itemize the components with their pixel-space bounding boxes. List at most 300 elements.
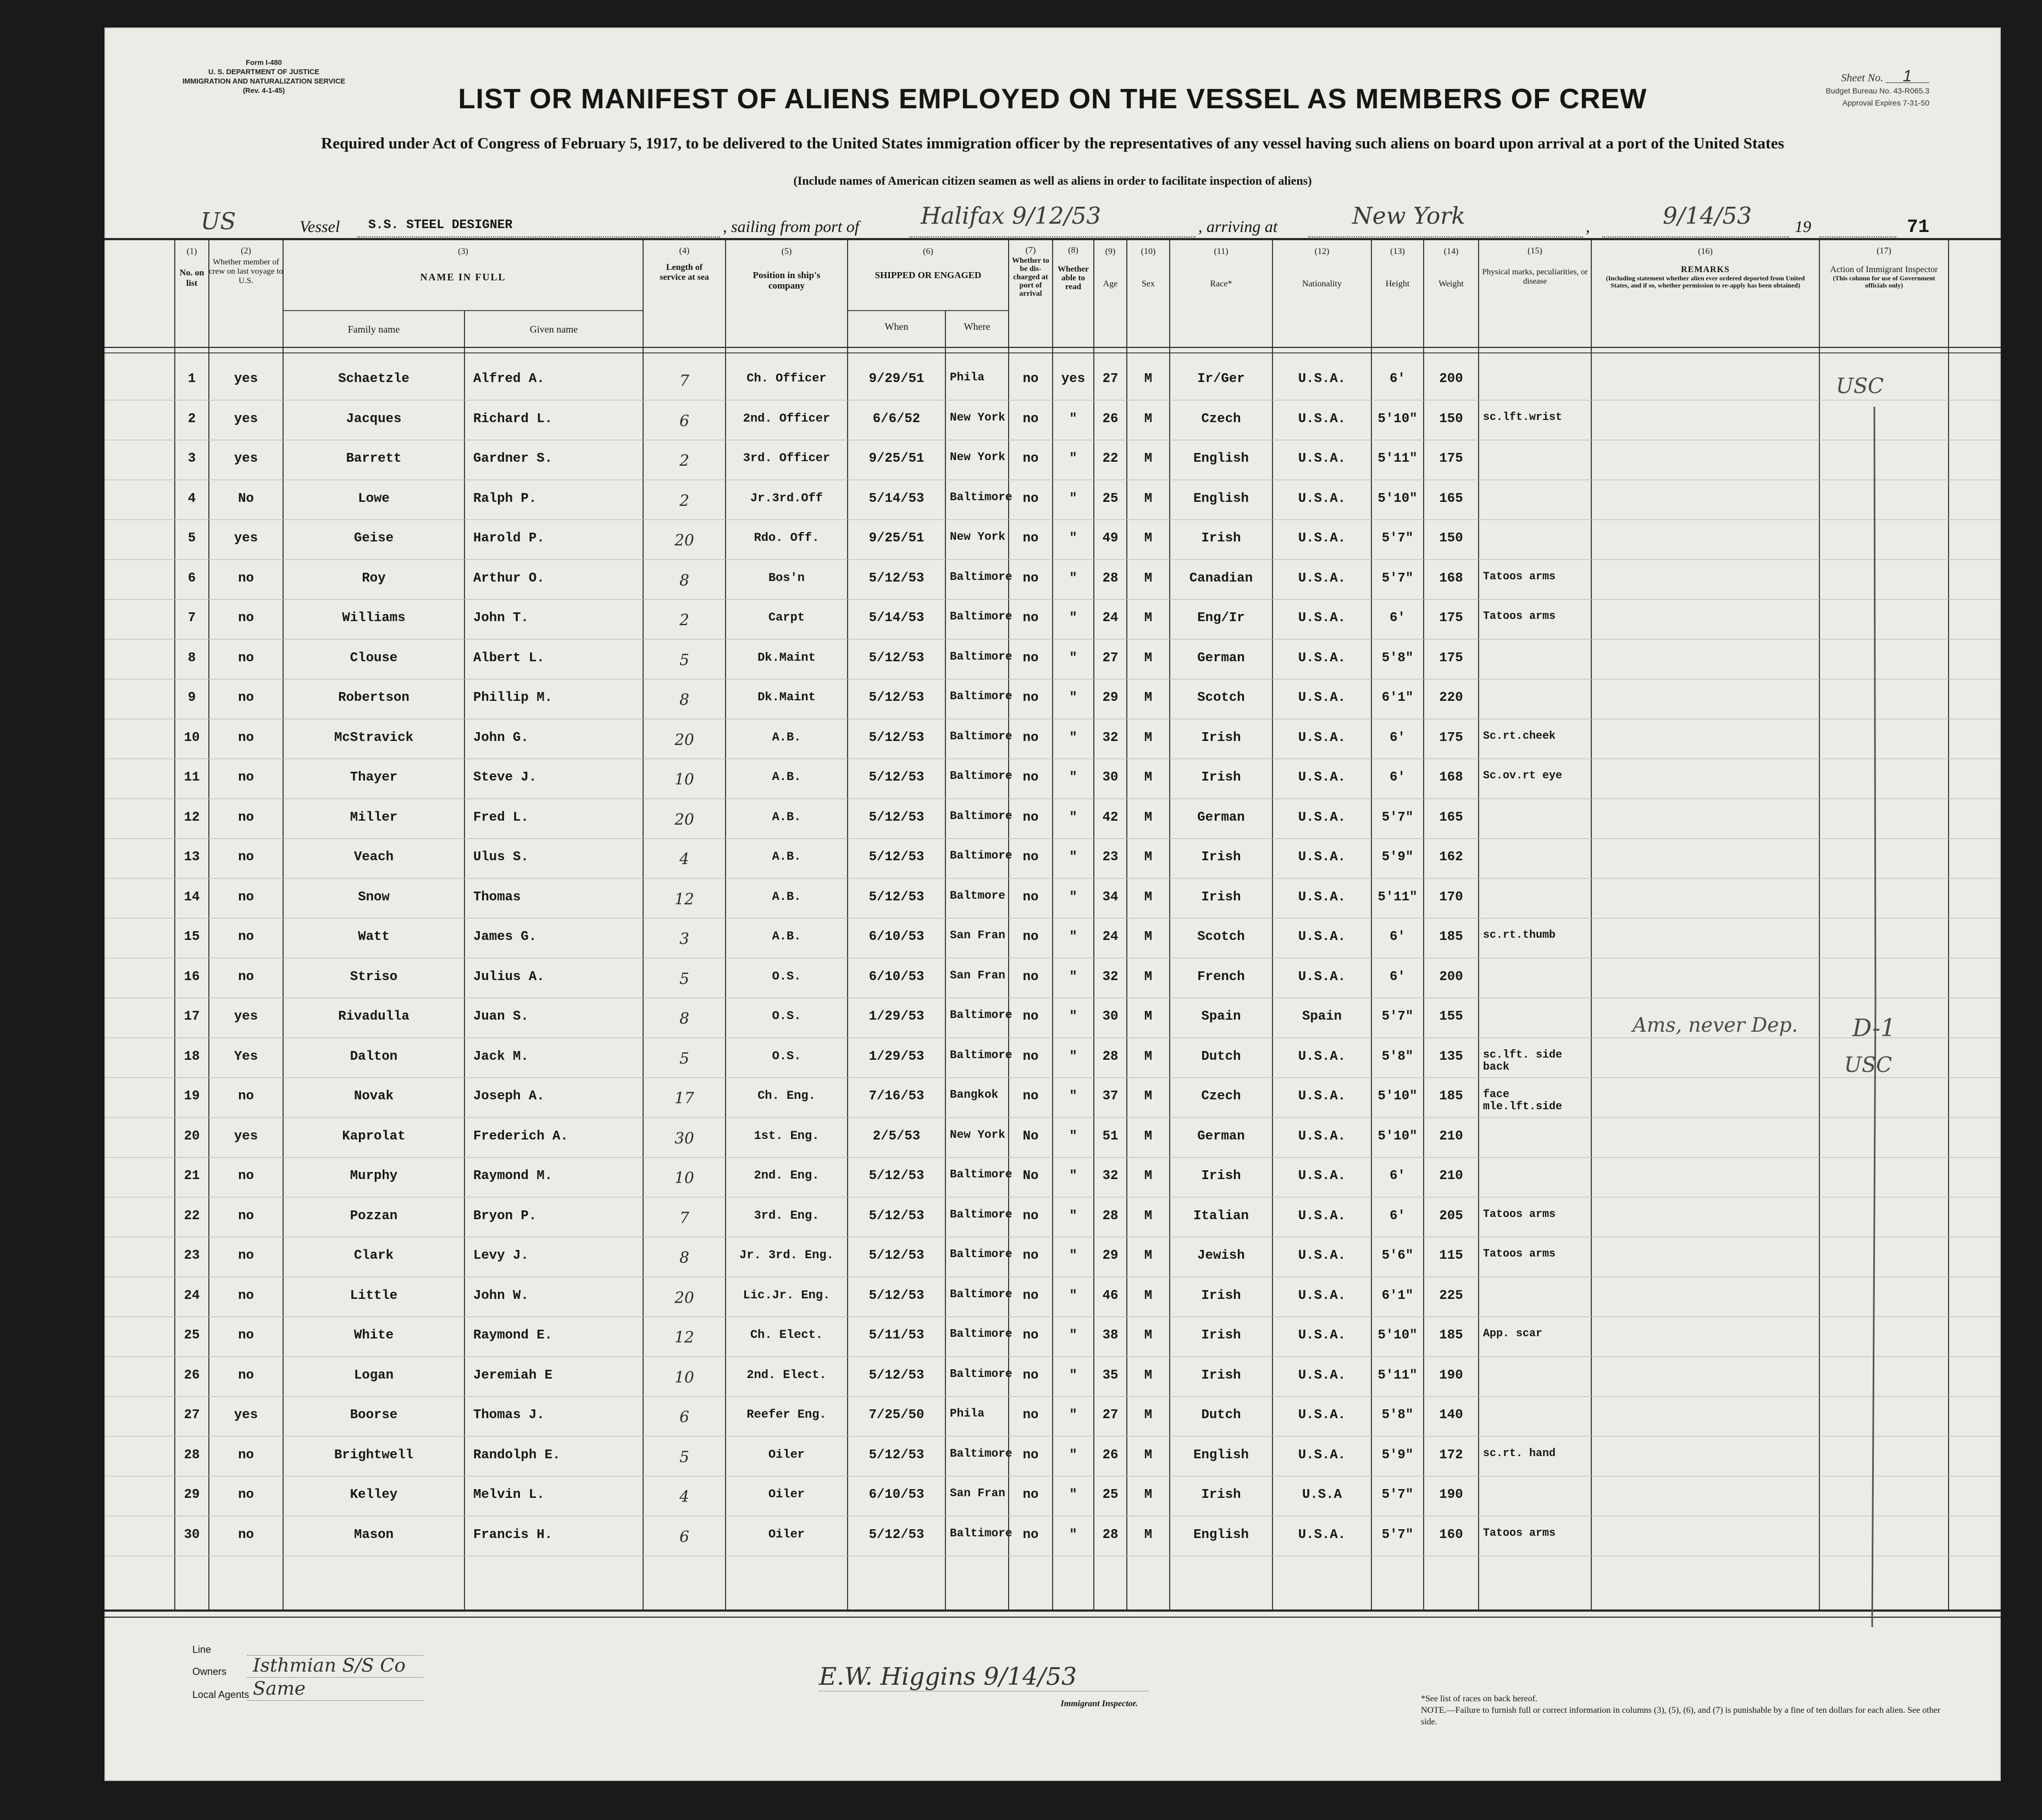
signature-label: Immigrant Inspector. (1060, 1699, 1138, 1708)
family-name: Watt (358, 930, 390, 944)
given-name: Julius A. (473, 969, 545, 984)
discharged: no (1022, 850, 1039, 865)
row-number: 27 (184, 1408, 200, 1423)
age: 24 (1102, 930, 1119, 944)
service-length: 7 (679, 1208, 689, 1227)
age: 25 (1102, 1487, 1119, 1502)
given-name: James G. (473, 930, 537, 944)
nationality: U.S.A. (1298, 1328, 1346, 1343)
position: O.S. (772, 1049, 801, 1063)
service-length: 2 (679, 451, 689, 469)
last-voyage: yes (234, 372, 258, 386)
race: Scotch (1197, 690, 1245, 705)
weight: 225 (1439, 1288, 1463, 1303)
weight: 140 (1439, 1408, 1463, 1423)
shipped-when: 5/11/53 (868, 1328, 925, 1343)
service-length: 4 (679, 850, 689, 868)
owners-value: Isthmian S/S Co (253, 1655, 406, 1677)
row-number: 17 (184, 1009, 200, 1024)
race: English (1193, 491, 1249, 506)
given-name: Francis H. (473, 1527, 553, 1542)
row-number: 26 (184, 1368, 200, 1383)
weight: 150 (1439, 531, 1463, 546)
service-length: 2 (679, 611, 689, 629)
race: Irish (1201, 1169, 1241, 1183)
header-col-6: (6) SHIPPED OR ENGAGED (875, 247, 982, 280)
age: 27 (1102, 372, 1119, 386)
service-length: 8 (679, 690, 689, 709)
shipped-when: 6/10/53 (868, 1487, 925, 1502)
last-voyage: yes (234, 531, 258, 546)
physical-marks: sc.lft.wrist (1483, 411, 1563, 424)
family-name: Roy (362, 571, 386, 586)
nationality: U.S.A. (1298, 491, 1346, 506)
sex: M (1144, 451, 1153, 466)
nationality: U.S.A. (1298, 1527, 1346, 1542)
family-name: Snow (358, 889, 390, 905)
family-name: Mason (353, 1527, 394, 1542)
weight: 162 (1439, 850, 1463, 865)
position: A.B. (772, 770, 801, 784)
discharged: no (1022, 451, 1039, 466)
height: 5'8" (1381, 1408, 1414, 1423)
family-name: Miller (350, 810, 398, 825)
shipped-where: Baltimore (950, 810, 1012, 823)
given-name: Steve J. (473, 770, 537, 785)
shipped-when: 5/12/53 (868, 650, 925, 666)
race: Dutch (1201, 1049, 1241, 1064)
sex: M (1144, 1408, 1153, 1423)
age: 24 (1102, 611, 1119, 626)
weight: 168 (1439, 770, 1463, 785)
weight: 210 (1439, 1128, 1463, 1144)
shipped-where: San Fran (950, 969, 1005, 982)
row-number: 7 (187, 611, 196, 626)
height: 5'10" (1377, 411, 1418, 427)
shipped-when: 5/12/53 (868, 1248, 925, 1263)
nationality: U.S.A. (1298, 850, 1346, 865)
weight: 165 (1439, 491, 1463, 506)
manifest-document (104, 27, 2001, 1781)
discharged: no (1022, 969, 1039, 984)
line-row: Line (192, 1638, 423, 1658)
shipped-when: 6/10/53 (868, 930, 925, 944)
shipped-when: 5/12/53 (868, 1208, 925, 1224)
shipped-when: 5/12/53 (868, 770, 925, 785)
shipped-where: Baltimore (950, 730, 1012, 743)
owners-row: Owners Isthmian S/S Co (192, 1660, 423, 1680)
shipped-when: 6/10/53 (868, 969, 925, 984)
given-name: John T. (473, 611, 529, 626)
header-col-12: (12) Nationality (1302, 247, 1342, 289)
header-col-1: (1) No. on list (179, 247, 204, 288)
nationality: U.S.A. (1298, 411, 1346, 427)
last-voyage: no (238, 930, 254, 944)
height: 5'9" (1381, 850, 1414, 865)
age: 46 (1102, 1288, 1119, 1303)
race: Irish (1201, 531, 1241, 546)
family-name: Novak (353, 1089, 394, 1104)
weight: 200 (1439, 969, 1463, 984)
physical-marks: Sc.ov.rt eye (1483, 770, 1563, 782)
position: Bos'n (768, 571, 805, 585)
weight: 185 (1439, 1089, 1463, 1104)
race: Czech (1201, 1089, 1241, 1104)
physical-marks: Sc.rt.cheek (1483, 729, 1556, 743)
family-name: Barrett (346, 451, 402, 466)
service-length: 17 (674, 1089, 694, 1107)
nationality: U.S.A. (1298, 451, 1346, 466)
service-length: 6 (679, 1527, 689, 1546)
sex: M (1144, 611, 1153, 626)
row-number: 15 (184, 930, 200, 944)
row-number: 2 (187, 411, 196, 427)
shipped-when: 9/25/51 (868, 531, 925, 546)
row-number: 10 (184, 730, 200, 745)
height: 6' (1390, 770, 1405, 785)
given-name: Albert L. (473, 650, 545, 666)
nationality: U.S.A. (1298, 1447, 1346, 1463)
race: Irish (1201, 1328, 1241, 1343)
remark-row-17: Ams, never Dep. (1633, 1014, 1798, 1037)
header-col-14: (14) Weight (1438, 247, 1464, 289)
service-length: 5 (679, 650, 689, 669)
row-number: 13 (184, 850, 200, 865)
height: 5'7" (1381, 571, 1414, 586)
height: 5'7" (1381, 1487, 1414, 1502)
sex: M (1144, 1288, 1153, 1303)
discharged: no (1022, 1049, 1039, 1064)
weight: 155 (1439, 1009, 1463, 1024)
last-voyage: no (238, 1288, 254, 1303)
discharged: no (1022, 531, 1039, 546)
able-to-read: " (1069, 1248, 1077, 1263)
weight: 205 (1439, 1208, 1463, 1224)
family-name: Brightwell (334, 1447, 414, 1463)
row-number: 16 (184, 969, 200, 984)
race: Irish (1201, 770, 1241, 785)
able-to-read: " (1069, 1527, 1077, 1542)
service-length: 6 (679, 1408, 689, 1426)
sex: M (1144, 1248, 1153, 1263)
shipped-where: Phila (950, 372, 985, 384)
service-length: 20 (674, 810, 694, 828)
shipped-when: 5/12/53 (868, 889, 925, 905)
service-length: 3 (679, 930, 689, 948)
age: 28 (1102, 571, 1119, 586)
last-voyage: No (238, 491, 254, 506)
position: Lic.Jr. Eng. (743, 1288, 831, 1302)
family-name: Logan (353, 1368, 394, 1383)
position: Reefer Eng. (746, 1408, 827, 1421)
position: 2nd. Officer (743, 411, 831, 425)
shipped-when: 1/29/53 (868, 1009, 925, 1024)
row-number: 11 (184, 770, 200, 785)
service-length: 5 (679, 1049, 689, 1067)
able-to-read: " (1069, 531, 1077, 546)
shipped-where: Baltimore (950, 1248, 1012, 1261)
family-name: Dalton (350, 1049, 398, 1064)
last-voyage: no (238, 730, 254, 745)
sex: M (1144, 571, 1153, 586)
header-col-10: (10) Sex (1141, 247, 1156, 289)
sailing-from-field (910, 202, 1196, 237)
weight: 172 (1439, 1447, 1463, 1463)
shipped-where: Baltimore (950, 1009, 1012, 1022)
race: Czech (1201, 411, 1241, 427)
age: 38 (1102, 1328, 1119, 1343)
arriving-at: New York (1352, 202, 1465, 229)
able-to-read: " (1069, 571, 1077, 586)
shipped-when: 5/12/53 (868, 730, 925, 745)
position: O.S. (772, 1009, 801, 1023)
vessel-name: S.S. STEEL DESIGNER (368, 218, 513, 232)
race: Eng/Ir (1197, 611, 1245, 626)
able-to-read: " (1069, 1328, 1077, 1343)
shipped-where: Baltimore (950, 571, 1012, 584)
able-to-read: " (1069, 611, 1077, 626)
weight: 135 (1439, 1049, 1463, 1064)
able-to-read: " (1069, 1128, 1077, 1144)
weight: 170 (1439, 889, 1463, 905)
shipped-where: New York (950, 451, 1005, 464)
shipped-where: Baltimore (950, 1169, 1012, 1181)
weight: 168 (1439, 571, 1463, 586)
service-length: 12 (674, 1328, 694, 1346)
sex: M (1144, 1447, 1153, 1463)
shipped-when: 7/25/50 (868, 1408, 925, 1423)
sex: M (1144, 1009, 1153, 1024)
position: 3rd. Officer (743, 451, 831, 465)
given-name: Alfred A. (473, 372, 545, 386)
discharged: no (1022, 730, 1039, 745)
last-voyage: no (238, 650, 254, 666)
shipped-when: 5/12/53 (868, 850, 925, 865)
last-voyage: yes (234, 411, 258, 427)
header-col-15: (15) Physical marks, peculiarities, or disease (1482, 246, 1588, 286)
budget-number: Budget Bureau No. 43-R065.3 (1825, 86, 1929, 95)
physical-marks: Tatoos arms (1483, 1248, 1556, 1260)
age: 25 (1102, 491, 1119, 506)
sailing-label: , sailing from port of (723, 218, 860, 236)
service-length: 20 (674, 730, 694, 749)
height: 6' (1390, 730, 1405, 745)
form-number: Form I-480 (246, 58, 282, 67)
row-number: 24 (184, 1288, 200, 1303)
height: 5'11" (1377, 889, 1418, 905)
last-voyage: no (238, 850, 254, 865)
nationality: U.S.A. (1298, 690, 1346, 705)
shipped-when: 9/29/51 (868, 372, 925, 386)
family-name: Geise (353, 531, 394, 546)
service-length: 5 (679, 1447, 689, 1466)
sex: M (1144, 372, 1153, 386)
header-col-2: (2) Whether member of crew on last voyage to U.S. (209, 246, 283, 285)
last-voyage: no (238, 969, 254, 984)
position: A.B. (772, 810, 801, 824)
physical-marks: App. scar (1483, 1327, 1543, 1340)
physical-marks: Tatoos arms (1483, 610, 1556, 623)
able-to-read: " (1069, 850, 1077, 865)
given-name: Juan S. (473, 1009, 529, 1024)
able-to-read: " (1069, 810, 1077, 825)
able-to-read: " (1069, 1447, 1077, 1463)
age: 22 (1102, 451, 1119, 466)
action-note-top: USC (1836, 374, 1884, 398)
sex: M (1144, 770, 1153, 785)
race-footnote: *See list of races on back hereof. (1421, 1694, 1537, 1703)
family-name: Williams (342, 611, 406, 626)
header-when: When (884, 321, 909, 332)
position: Oiler (768, 1527, 805, 1541)
weight: 175 (1439, 451, 1463, 466)
race: English (1193, 451, 1249, 466)
weight: 115 (1439, 1248, 1463, 1263)
race: Spain (1201, 1009, 1241, 1024)
header-col-8: (8) Whether able to read (1058, 246, 1089, 291)
service-length: 10 (674, 1368, 694, 1386)
height: 5'10" (1377, 491, 1418, 506)
position: Oiler (768, 1487, 805, 1501)
row-number: 4 (187, 491, 196, 506)
header-col-4: (4) Length of service at sea (660, 246, 709, 282)
family-name: Rivadulla (338, 1009, 409, 1024)
service-length: 30 (674, 1128, 694, 1147)
discharged: no (1022, 1089, 1039, 1104)
height: 6' (1390, 1169, 1405, 1183)
agents-row: Local Agents Same (192, 1683, 423, 1703)
header-where: Where (964, 321, 990, 332)
family-name: Pozzan (350, 1208, 398, 1224)
physical-marks: Tatoos arms (1483, 570, 1556, 583)
physical-marks: face mle.lft.side (1483, 1088, 1563, 1113)
shipped-where: Bangkok (950, 1089, 999, 1102)
shipped-when: 5/12/53 (868, 810, 925, 825)
position: O.S. (772, 969, 801, 983)
sex: M (1144, 1328, 1153, 1343)
row-number: 22 (184, 1208, 200, 1224)
given-name: Jeremiah E (473, 1368, 553, 1383)
service-length: 5 (679, 969, 689, 988)
age: 32 (1102, 1169, 1119, 1183)
service-length: 20 (674, 1288, 694, 1307)
sex: M (1144, 1049, 1153, 1064)
position: Ch. Elect. (750, 1328, 823, 1342)
row-number: 25 (184, 1328, 200, 1343)
header-col-5: (5) Position in ship's company (752, 247, 821, 291)
header-col-7: (7) Whether to be dis-charged at port of arrival (1012, 246, 1049, 298)
page-number: 71 (1907, 217, 1929, 238)
height: 6' (1390, 372, 1405, 386)
race: Irish (1201, 850, 1241, 865)
last-voyage: no (238, 1089, 254, 1104)
physical-marks: Tatoos arms (1483, 1208, 1556, 1221)
family-name: Robertson (338, 690, 409, 705)
shipped-where: Baltimore (950, 1447, 1012, 1461)
able-to-read: " (1069, 1009, 1077, 1024)
discharged: no (1022, 810, 1039, 825)
discharged: no (1022, 611, 1039, 626)
able-to-read: " (1069, 1368, 1077, 1383)
weight: 165 (1439, 810, 1463, 825)
given-name: Joseph A. (473, 1089, 545, 1104)
department: U. S. DEPARTMENT OF JUSTICE (208, 68, 319, 76)
position: 2nd. Eng. (754, 1169, 820, 1182)
given-name: Harold P. (473, 531, 545, 546)
weight: 160 (1439, 1527, 1463, 1542)
position: Dk.Maint (757, 690, 816, 704)
row-number: 6 (187, 571, 196, 586)
shipped-when: 5/12/53 (868, 1288, 925, 1303)
page-title: LIST OR MANIFEST OF ALIENS EMPLOYED ON THE VESSEL AS MEMBERS OF CREW (458, 83, 1647, 114)
header-col-11: (11) Race* (1210, 247, 1232, 289)
shipped-when: 5/14/53 (868, 611, 925, 626)
nationality: U.S.A. (1298, 531, 1346, 546)
sex: M (1144, 1368, 1153, 1383)
service-length: 12 (674, 889, 694, 908)
age: 49 (1102, 531, 1119, 546)
shipped-where: Baltimore (950, 611, 1012, 623)
last-voyage: no (238, 770, 254, 785)
physical-marks: Tatoos arms (1483, 1526, 1556, 1540)
shipped-where: Baltimore (950, 1049, 1012, 1062)
able-to-read: " (1069, 690, 1077, 705)
height: 5'7" (1381, 531, 1414, 546)
discharged: no (1022, 690, 1039, 705)
race: Irish (1201, 1368, 1241, 1383)
row-number: 19 (184, 1089, 200, 1104)
subnote: (Include names of American citizen seamen as well as aliens in order to facilitate inspection of aliens) (793, 174, 1312, 187)
height: 5'8" (1381, 650, 1414, 666)
height: 6' (1390, 611, 1405, 626)
able-to-read: " (1069, 650, 1077, 666)
discharged: no (1022, 770, 1039, 785)
able-to-read: " (1069, 770, 1077, 785)
discharged: no (1022, 1328, 1039, 1343)
family-name: Schaetzle (338, 372, 409, 386)
year-prefix: 19 (1795, 218, 1811, 236)
height: 5'9" (1381, 1447, 1414, 1463)
given-name: Levy J. (473, 1248, 529, 1263)
age: 34 (1102, 889, 1119, 905)
position: Carpt (768, 611, 805, 624)
last-voyage: yes (234, 451, 258, 466)
able-to-read: " (1069, 451, 1077, 466)
able-to-read: yes (1061, 372, 1086, 386)
sex: M (1144, 491, 1153, 506)
row-number: 3 (187, 451, 196, 466)
date-field (1602, 202, 1789, 237)
shipped-where: Baltimore (950, 1328, 1012, 1341)
last-voyage: yes (234, 1128, 258, 1144)
service-length: 10 (674, 1169, 694, 1187)
last-voyage: Yes (234, 1049, 258, 1064)
vessel-label: Vessel (300, 218, 340, 236)
discharged: No (1022, 1128, 1039, 1144)
service-length: 4 (679, 1487, 689, 1506)
given-name: Raymond E. (473, 1328, 553, 1343)
family-name: White (353, 1328, 394, 1343)
weight: 185 (1439, 1328, 1463, 1343)
weight: 210 (1439, 1169, 1463, 1183)
race: French (1197, 969, 1245, 984)
service-length: 6 (679, 411, 689, 430)
sex: M (1144, 531, 1153, 546)
given-name: Raymond M. (473, 1169, 553, 1183)
able-to-read: " (1069, 889, 1077, 905)
discharged: no (1022, 930, 1039, 944)
discharged: no (1022, 1248, 1039, 1263)
